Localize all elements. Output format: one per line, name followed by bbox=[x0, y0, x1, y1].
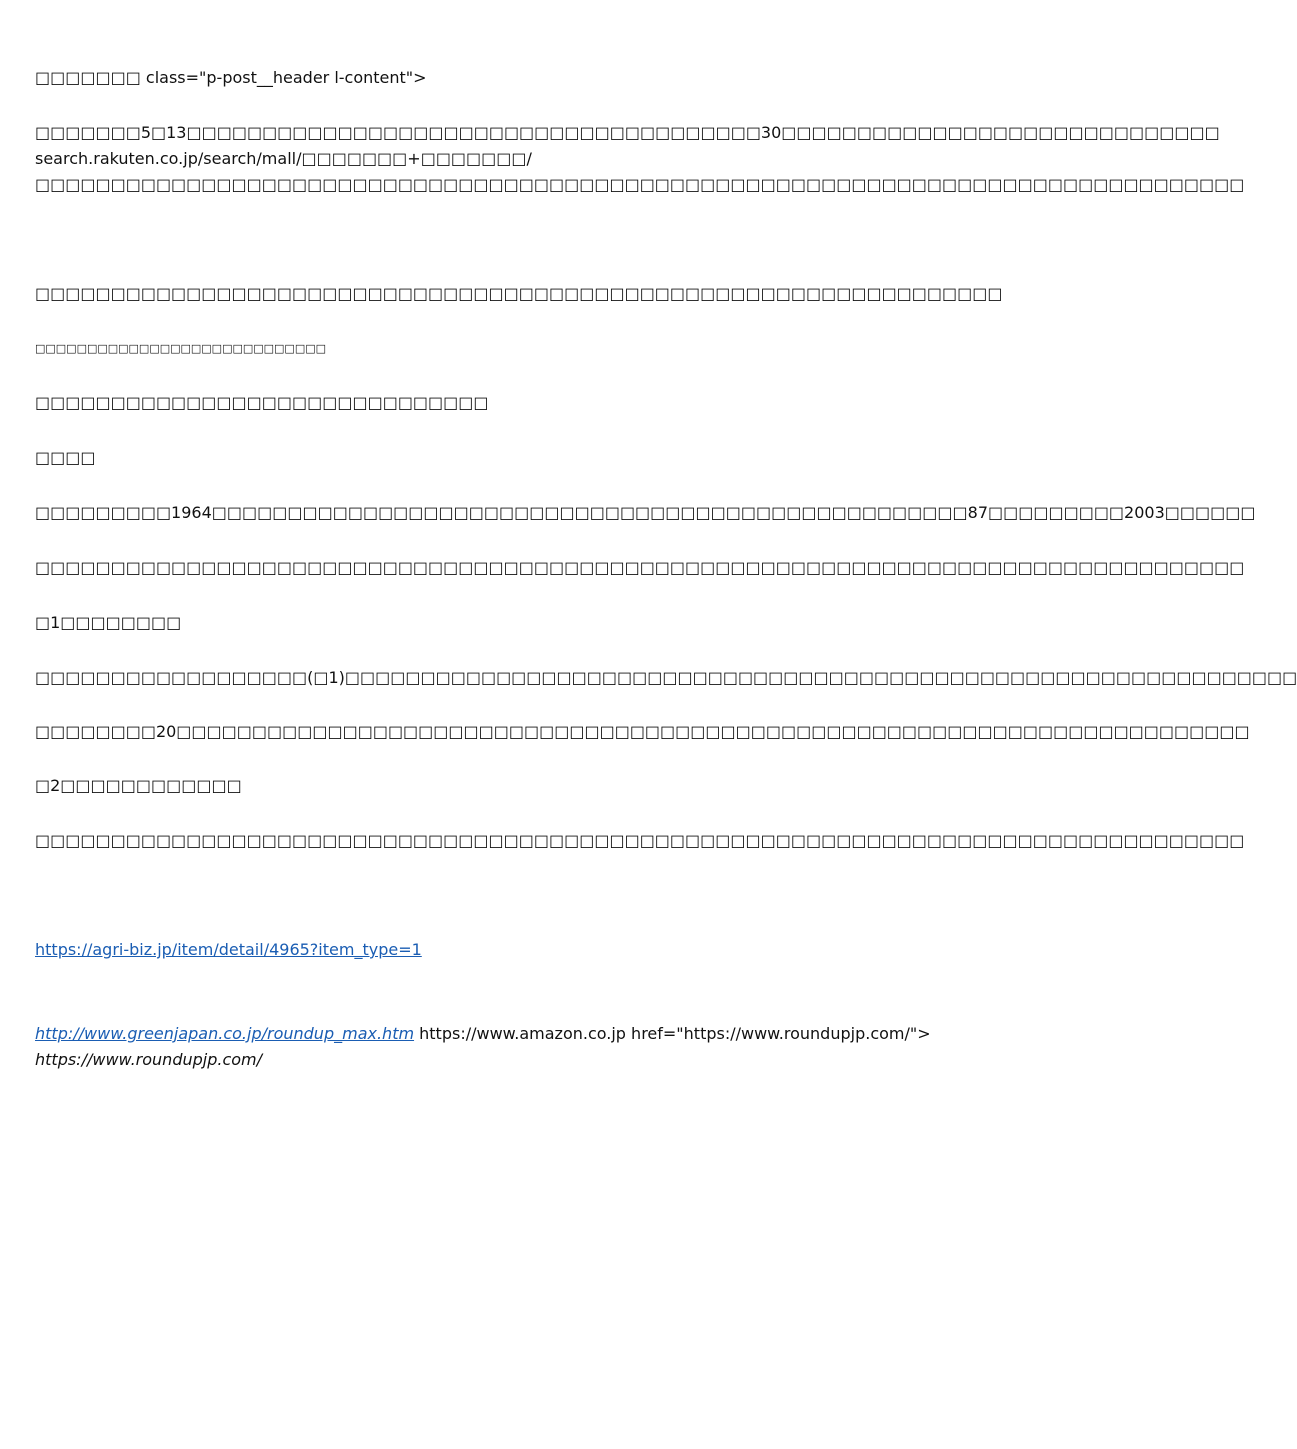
intro-url-text: search.rakuten.co.jp/search/mall/□□□□□□□+□□□□□□□/ bbox=[35, 149, 532, 168]
paragraph-6: □□□□□□□□20□□□□□□□□□□□□□□□□□□□□□□□□□□□□□□□□□□□□□□□□□□□□□□□□□□□□□□□□□□□□□□□□□□□□□□□ bbox=[35, 722, 1250, 741]
greenjapan-link[interactable]: http://www.greenjapan.co.jp/roundup_max.htm bbox=[35, 1024, 415, 1043]
paragraph-5: □□□□□□□□□□□□□□□□□□(□1)□□□□□□□□□□□□□□□□□□□□□□□□□□□□□□□□□□□□□□□□□□□□□□□□□□□□□□□□□□□□□□□ bbox=[35, 668, 1297, 687]
paragraph-7: □□□□□□□□□□□□□□□□□□□□□□□□□□□□□□□□□□□□□□□□□□□□□□□□□□□□□□□□□□□□□□□□□□□□□□□□□□□□□□□□ bbox=[35, 831, 1245, 850]
document-page bbox=[35, 0, 1297, 1449]
header-code-text: □□□□□□□ class="p-post__header l-content"> bbox=[35, 68, 427, 87]
small-note: □□□□□□□□□□□□□□□□□□□□□□□□□□□□ bbox=[35, 342, 327, 355]
intro-text-line-3: □□□□□□□□□□□□□□□□□□□□□□□□□□□□□□□□□□□□□□□□□□□□□□□□□□□□□□□□□□□□□□□□□□□□□□□□□□□□□□□□ bbox=[35, 175, 1245, 194]
paragraph-2: □□□□□□□□□□□□□□□□□□□□□□□□□□□□□□ bbox=[35, 393, 489, 412]
roundup-url-text: https://www.roundupjp.com/ bbox=[35, 1050, 263, 1069]
paragraph-3: □□□□□□□□□1964□□□□□□□□□□□□□□□□□□□□□□□□□□□□□□□□□□□□□□□□□□□□□□□□□□87□□□□□□□□□2003□□□□□□ bbox=[35, 503, 1256, 522]
section-heading-1: □□□□ bbox=[35, 448, 96, 467]
section-heading-2: □1□□□□□□□□ bbox=[35, 613, 182, 632]
section-heading-3: □2□□□□□□□□□□□□ bbox=[35, 776, 242, 795]
intro-text-line-1: □□□□□□□5□13□□□□□□□□□□□□□□□□□□□□□□□□□□□□□□□□□□□□□□30□□□□□□□□□□□□□□□□□□□□□□□□□□□□□ bbox=[35, 123, 1220, 142]
paragraph-4: □□□□□□□□□□□□□□□□□□□□□□□□□□□□□□□□□□□□□□□□□□□□□□□□□□□□□□□□□□□□□□□□□□□□□□□□□□□□□□□□ bbox=[35, 558, 1245, 577]
amazon-trail-text: https://www.amazon.co.jp href="https://www.roundupjp.com/"> bbox=[414, 1024, 931, 1043]
paragraph-1: □□□□□□□□□□□□□□□□□□□□□□□□□□□□□□□□□□□□□□□□□□□□□□□□□□□□□□□□□□□□□□□□ bbox=[35, 284, 1003, 303]
agri-biz-link[interactable]: https://agri-biz.jp/item/detail/4965?item_type=1 bbox=[35, 940, 422, 959]
